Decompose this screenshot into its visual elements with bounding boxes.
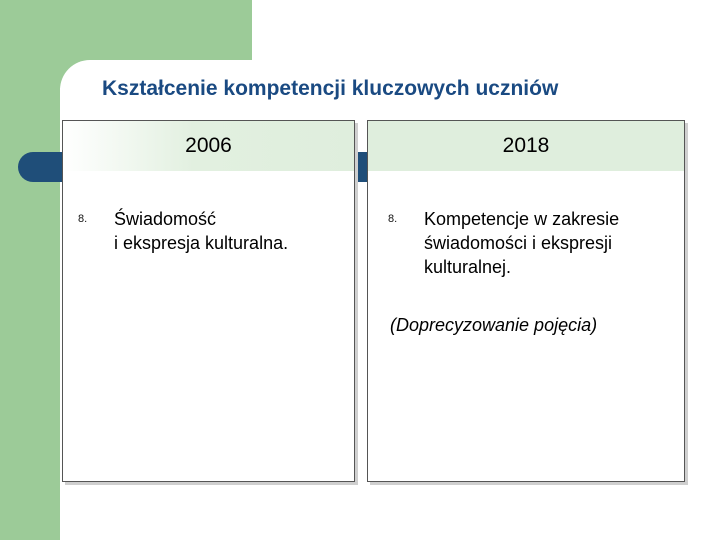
item-text-line: kulturalnej. [424,257,512,277]
column-2006 [62,120,355,482]
item-number: 8. [388,213,398,225]
item-text [114,207,288,255]
item-text [424,207,619,279]
clarification-note: (Doprecyzowanie pojęcia) [390,315,598,335]
column-header-2018: 2018 [368,121,684,171]
column-header-2006: 2006 [63,121,354,171]
item-text-line: świadomości i ekspresji [424,233,613,253]
item-text-line: Świadomość [114,209,217,229]
column-2018 [367,120,685,482]
item-text-line: Kompetencje w zakresie [424,209,620,229]
slide-title: Kształcenie kompetencji kluczowych uczniów [102,77,559,100]
item-text-line: i ekspresja kulturalna. [114,233,289,253]
decorative-green-strip [0,0,60,540]
item-number: 8. [78,213,88,225]
